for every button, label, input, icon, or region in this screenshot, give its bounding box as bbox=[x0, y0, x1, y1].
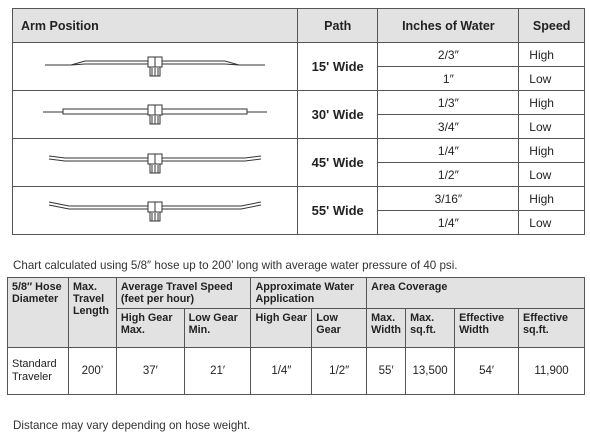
arm-diagram-45 bbox=[13, 139, 298, 187]
speed-cell: High bbox=[519, 91, 585, 115]
table-row bbox=[13, 43, 585, 67]
speed-cell: High bbox=[519, 139, 585, 163]
sprinkler-arm-narrow-icon bbox=[13, 43, 297, 90]
high-gear-max-cell: 37′ bbox=[116, 348, 184, 395]
max-travel-length-cell: 200’ bbox=[68, 348, 116, 395]
inches-of-water-header: Inches of Water bbox=[378, 9, 519, 43]
approx-water-header: Approximate Water Application bbox=[251, 278, 367, 309]
coverage-specs-table bbox=[7, 277, 585, 395]
arm-diagram-30 bbox=[13, 91, 298, 139]
table-row bbox=[13, 187, 585, 211]
inches-cell: 1/2″ bbox=[378, 163, 519, 187]
max-width-header: Max. Width bbox=[367, 309, 406, 348]
low-gear-header: Low Gear bbox=[312, 309, 367, 348]
row-label: Standard Traveler bbox=[8, 348, 69, 395]
specs-header-row bbox=[8, 278, 585, 309]
sprinkler-arm-straight-icon bbox=[13, 91, 297, 138]
max-width-cell: 55′ bbox=[367, 348, 406, 395]
path-cell: 15' Wide bbox=[298, 43, 378, 91]
area-coverage-header: Area Coverage bbox=[367, 278, 585, 309]
table-row bbox=[13, 139, 585, 163]
high-gear-header: High Gear bbox=[251, 309, 312, 348]
sprinkler-arm-bent-icon bbox=[13, 139, 297, 186]
low-gear-cell: 1/2″ bbox=[312, 348, 367, 395]
speed-cell: High bbox=[519, 187, 585, 211]
low-gear-min-header: Low Gear Min. bbox=[184, 309, 251, 348]
speed-cell: Low bbox=[519, 163, 585, 187]
hose-diameter-header: 5/8″ Hose Diameter bbox=[8, 278, 69, 348]
path-cell: 55' Wide bbox=[298, 187, 378, 235]
speed-cell: Low bbox=[519, 115, 585, 139]
low-gear-min-cell: 21′ bbox=[184, 348, 251, 395]
max-sqft-cell: 13,500 bbox=[406, 348, 455, 395]
inches-cell: 1/4″ bbox=[378, 139, 519, 163]
effective-width-cell: 54′ bbox=[455, 348, 519, 395]
effective-sqft-cell: 11,900 bbox=[519, 348, 585, 395]
speed-cell: Low bbox=[519, 211, 585, 235]
chart-calculation-note: Chart calculated using 5/8″ hose up to 200’ long with average water pressure of 40 psi. bbox=[13, 259, 458, 272]
arm-position-header: Arm Position bbox=[13, 9, 298, 43]
path-header: Path bbox=[298, 9, 378, 43]
high-gear-cell: 1/4″ bbox=[251, 348, 312, 395]
inches-cell: 3/4″ bbox=[378, 115, 519, 139]
table-row bbox=[8, 348, 585, 395]
path-cell: 45' Wide bbox=[298, 139, 378, 187]
max-sqft-header: Max. sq.ft. bbox=[406, 309, 455, 348]
table-row bbox=[13, 91, 585, 115]
speed-header: Speed bbox=[519, 9, 585, 43]
effective-width-header: Effective Width bbox=[455, 309, 519, 348]
inches-cell: 3/16″ bbox=[378, 187, 519, 211]
inches-cell: 2/3″ bbox=[378, 43, 519, 67]
sprinkler-arm-wide-icon bbox=[13, 187, 297, 234]
speed-cell: High bbox=[519, 43, 585, 67]
effective-sqft-header: Effective sq.ft. bbox=[519, 309, 585, 348]
max-travel-length-header: Max. Travel Length bbox=[68, 278, 116, 348]
avg-travel-speed-header: Average Travel Speed (feet per hour) bbox=[116, 278, 251, 309]
distance-note: Distance may vary depending on hose weight. bbox=[13, 419, 251, 432]
high-gear-max-header: High Gear Max. bbox=[116, 309, 184, 348]
arm-position-table bbox=[12, 8, 585, 235]
path-cell: 30' Wide bbox=[298, 91, 378, 139]
inches-cell: 1″ bbox=[378, 67, 519, 91]
arm-diagram-15 bbox=[13, 43, 298, 91]
inches-cell: 1/4″ bbox=[378, 211, 519, 235]
arm-diagram-55 bbox=[13, 187, 298, 235]
inches-cell: 1/3″ bbox=[378, 91, 519, 115]
arm-table-header-row bbox=[13, 9, 585, 43]
speed-cell: Low bbox=[519, 67, 585, 91]
